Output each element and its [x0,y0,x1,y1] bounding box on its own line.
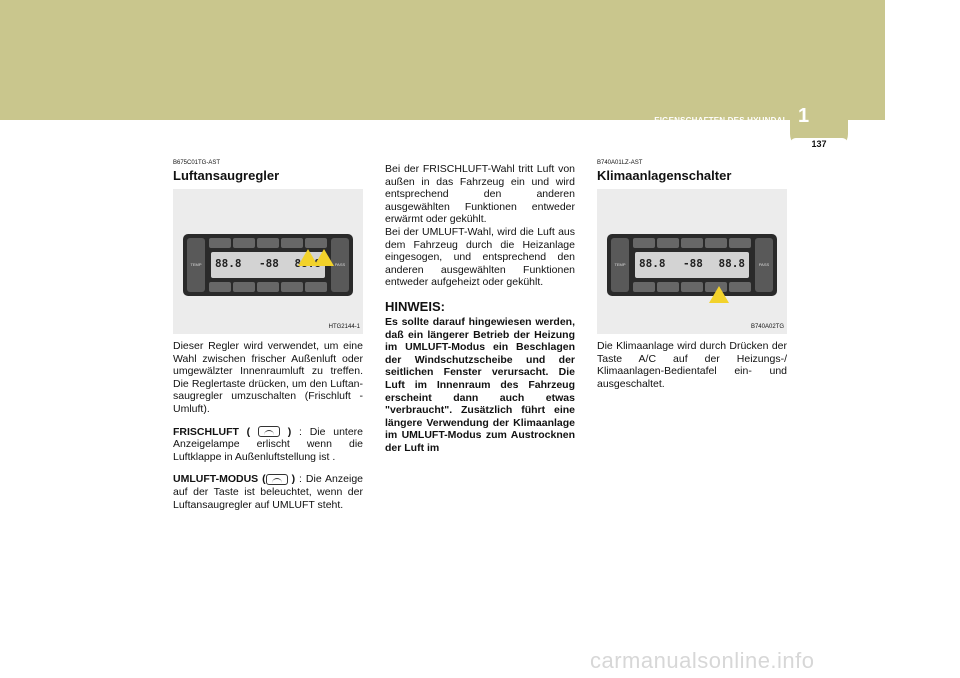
bottom-button-row [209,282,327,292]
section-luftansaugregler [173,160,363,521]
frischluft-explanation: Bei der FRISCHLUFT-Wahl tritt Luft von außen in das Fahrzeug ein und wird entsprechend den anderen ausgewählten Funktionen entweder erwärmt oder gekühlt. [385,163,575,226]
chapter-title: EIGENSCHAFTEN DES HYUNDAI [654,116,785,125]
chapter-number: 1 [798,105,810,127]
note-title: HINWEIS: [385,298,445,314]
umluft-paragraph: UMLUFT-MODUS ( ) : Die Anzeige auf der Taste ist beleuchtet, wenn der Luftansaugregler auf UMLUFT steht. [173,473,364,511]
note-text: Es sollte darauf hingewiesen werden, daß ein längerer Betrieb der Heizung im UMLUFT-Modus ein Beschlagen der Windschutzscheibe und der seitlichen Fenster verursacht. Die Luft im Innenraum des Fahrzeug erscheint dann auch etwas "verbraucht". Zusätzlich führt eine längere Verwendung der Klimaanlage im UMLUFT-Modus zum Austrocknen der Luft im [385,315,575,454]
section-title: Luftansaugregler [173,168,280,183]
fresh-air-icon [258,426,280,437]
section-klimaanlagenschalter [597,160,787,400]
page-number: 137 [790,138,848,150]
body-text [385,163,575,289]
figure-code: HTG2144-1 [328,324,360,330]
section-code: B740A01LZ-AST [597,160,643,166]
control-panel-figure [597,189,787,334]
body-text [173,340,363,511]
header-band [0,0,885,120]
pointer-arrow-icon [314,249,334,266]
temp-knob-right: PASS [755,238,773,292]
top-button-row [209,238,327,248]
climate-control-panel [607,234,777,296]
body-text [597,340,787,390]
panel-display: 88.8 -88 88.8 [635,252,749,278]
temp-knob-right: PASS [331,238,349,292]
temp-knob-left: TEMP [187,238,205,292]
watermark: carmanualsonline.info [590,648,815,673]
figure-code: B740A02TG [750,324,784,330]
section-code: B675C01TG-AST [173,160,221,166]
intro-paragraph: Dieser Regler wird verwendet, um eine Wahl zwischen frischer Außenluft oder umgewälzter Innenraumluft zu treffen. Die Reglertaste drücken, um den Luftan-saugregler umzuschalten (Frischluft - Umluft). [173,340,363,415]
temp-knob-left: TEMP [611,238,629,292]
frischluft-paragraph: FRISCHLUFT ( ) : Die untere Anzeigelampe erlischt wenn die Luftklappe in Außenluftstellung ist . [173,425,364,463]
section-continued [385,163,575,454]
top-button-row [633,238,751,248]
ac-paragraph: Die Klimaanlage wird durch Drücken der Taste A/C auf der Heizungs-/ Klimaanlagen-Bedientafel ein- und ausgeschaltet. [597,340,787,390]
recirculation-icon [266,474,288,485]
control-panel-figure [173,189,363,334]
section-title: Klimaanlagenschalter [597,168,732,183]
bottom-button-row [633,282,751,292]
panel-display: 88.8 -88 88.8 [211,252,325,278]
umluft-explanation: Bei der UMLUFT-Wahl, wird die Luft aus dem Fahrzeug durch die Heizanlage eingesogen, und entsprechend den anderen ausgewählten Funktionen entweder aufgeheizt oder gekühlt. [385,225,575,289]
pointer-arrow-icon [709,286,729,303]
